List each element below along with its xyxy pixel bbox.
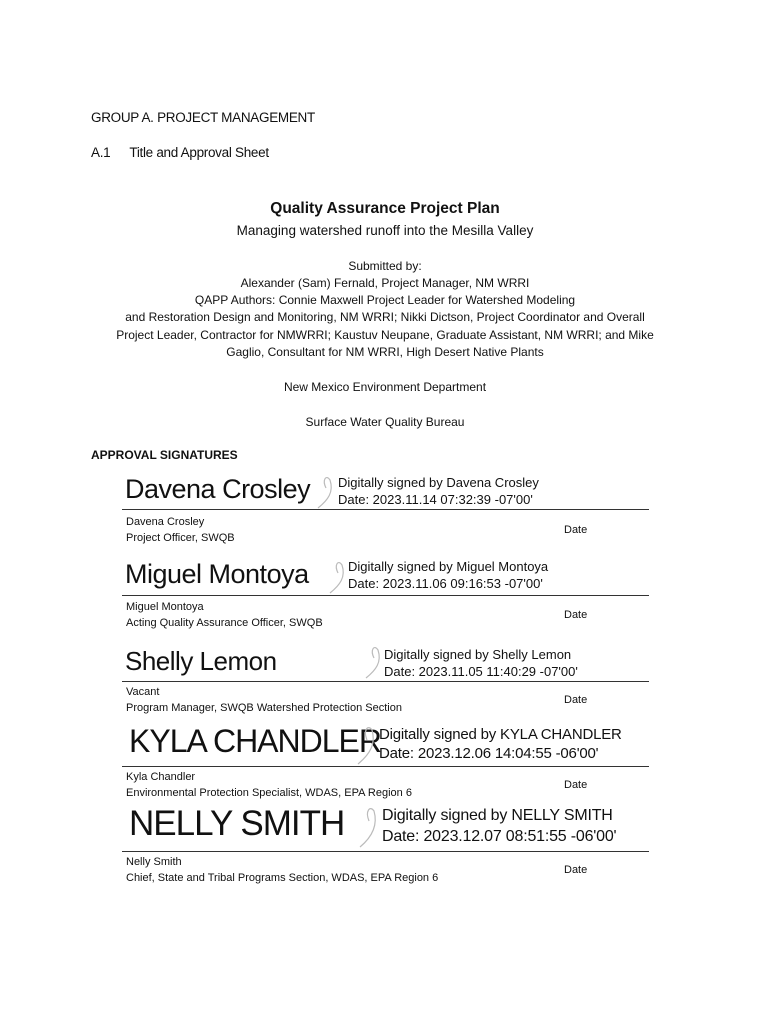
signature-line: [122, 766, 649, 767]
signer-role: Project Officer, SWQB: [126, 532, 235, 544]
signer-info: [126, 514, 235, 546]
signature-mark-icon: [326, 559, 350, 595]
signature-line: [122, 681, 649, 682]
signature-line: [122, 509, 649, 510]
signature: NELLY SMITH: [129, 804, 345, 843]
digital-signature-info: [384, 646, 578, 680]
signature: Miguel Montoya: [125, 559, 309, 589]
signature-mark-icon: [314, 474, 338, 510]
digital-signature-info: [379, 725, 622, 763]
signature-line: [122, 595, 649, 596]
submitted-line: QAPP Authors: Connie Maxwell Project Leader for Watershed Modeling: [194, 293, 576, 307]
document-subtitle: Managing watershed runoff into the Mesilla Valley: [236, 223, 534, 238]
date-label: Date: [564, 779, 588, 791]
digital-signature-info: [382, 805, 616, 847]
date-label: Date: [564, 864, 588, 876]
signed-by: Digitally signed by NELLY SMITH: [382, 807, 613, 824]
date-label: Date: [564, 609, 588, 621]
department-name: New Mexico Environment Department: [283, 380, 487, 394]
submitted-line: Alexander (Sam) Fernald, Project Manager, NM WRRI: [240, 276, 530, 290]
section-heading: [91, 145, 269, 160]
signature-block: [122, 640, 649, 720]
signer-info: [126, 769, 412, 801]
signed-by: Digitally signed by Miguel Montoya: [348, 559, 549, 574]
section-title: Title and Approval Sheet: [129, 145, 269, 160]
signer-name: Nelly Smith: [126, 856, 182, 868]
signer-info: [126, 599, 323, 631]
submitted-by-label: Submitted by:: [348, 259, 422, 273]
signature-block: [122, 470, 649, 550]
signature: KYLA CHANDLER: [129, 723, 381, 759]
submitted-line: Project Leader, Contractor for NMWRRI; Kaustuv Neupane, Graduate Assistant, NM WRRI; and Mike: [116, 328, 654, 342]
signer-name: Kyla Chandler: [126, 771, 196, 783]
signature-mark-icon: [354, 724, 380, 766]
section-number: A.1: [91, 145, 111, 160]
signer-name: Miguel Montoya: [126, 601, 204, 613]
digital-signature-info: [348, 558, 548, 592]
signature-block: [122, 555, 649, 635]
signed-date: Date: 2023.12.06 14:04:55 -06'00': [379, 745, 599, 762]
document-title: Quality Assurance Project Plan: [270, 200, 500, 217]
signature: Davena Crosley: [125, 474, 311, 504]
signature-block: [122, 722, 649, 806]
signature-line: [122, 851, 649, 852]
date-label: Date: [564, 694, 588, 706]
signer-info: [126, 854, 438, 886]
signed-date: Date: 2023.11.05 11:40:29 -07'00': [384, 664, 578, 679]
approval-heading: APPROVAL SIGNATURES: [91, 448, 238, 462]
signature-mark-icon: [362, 644, 386, 680]
signer-info: [126, 684, 402, 716]
signer-name: Vacant: [126, 686, 160, 698]
signer-role: Chief, State and Tribal Programs Section, WDAS, EPA Region 6: [126, 872, 439, 884]
bureau-name: Surface Water Quality Bureau: [305, 415, 465, 429]
signer-role: Acting Quality Assurance Officer, SWQB: [126, 617, 323, 629]
signature-block: [122, 803, 649, 893]
signature-mark-icon: [356, 805, 382, 849]
signer-role: Program Manager, SWQB Watershed Protection Section: [126, 702, 402, 714]
signed-date: Date: 2023.11.06 09:16:53 -07'00': [348, 576, 543, 591]
submitted-line: Gaglio, Consultant for NM WRRI, High Desert Native Plants: [226, 345, 544, 359]
signed-by: Digitally signed by Shelly Lemon: [384, 647, 572, 662]
signature: Shelly Lemon: [125, 646, 277, 676]
signed-date: Date: 2023.11.14 07:32:39 -07'00': [338, 492, 533, 507]
submitted-line: and Restoration Design and Monitoring, NM WRRI; Nikki Dictson, Project Coordinator and Overall: [125, 310, 645, 324]
signed-date: Date: 2023.12.07 08:51:55 -06'00': [382, 828, 617, 845]
digital-signature-info: [338, 474, 539, 508]
signed-by: Digitally signed by Davena Crosley: [338, 475, 539, 490]
signer-name: Davena Crosley: [126, 516, 205, 528]
signer-role: Environmental Protection Specialist, WDAS, EPA Region 6: [126, 787, 412, 799]
date-label: Date: [564, 524, 588, 536]
group-heading: GROUP A. PROJECT MANAGEMENT: [91, 110, 315, 125]
signed-by: Digitally signed by KYLA CHANDLER: [379, 726, 622, 743]
